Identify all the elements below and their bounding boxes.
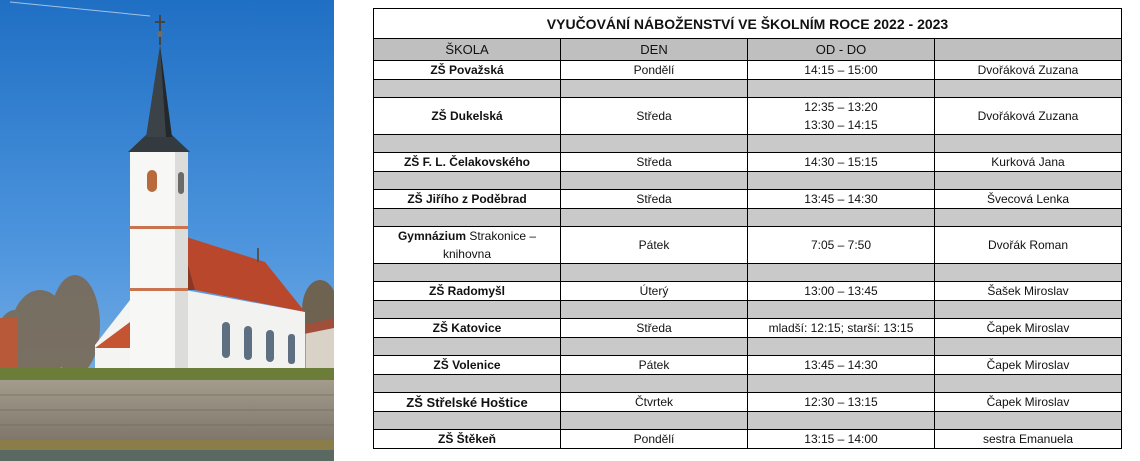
- separator-row: [374, 264, 1122, 282]
- day-cell: Pátek: [561, 356, 748, 375]
- teacher-cell: Dvořák Roman: [935, 227, 1122, 264]
- time-cell: 14:15 – 15:00: [748, 61, 935, 80]
- table-row: [374, 61, 1122, 80]
- table-header-row: [374, 39, 1122, 61]
- teacher-cell: Čapek Miroslav: [935, 319, 1122, 338]
- separator-row: [374, 412, 1122, 430]
- day-cell: Středa: [561, 153, 748, 172]
- separator-row: [374, 375, 1122, 393]
- school-name-rest: Strakonice – knihovna: [442, 229, 537, 261]
- separator-row: [374, 135, 1122, 153]
- day-cell: Úterý: [561, 282, 748, 301]
- separator-row: [374, 301, 1122, 319]
- school-cell: ZŠ Štěkeň: [374, 430, 561, 449]
- teacher-cell: Čapek Miroslav: [935, 356, 1122, 375]
- school-cell: ZŠ Katovice: [374, 319, 561, 338]
- tower-window: [147, 170, 157, 192]
- table-row: [374, 227, 1122, 264]
- table-title: VYUČOVÁNÍ NÁBOŽENSTVÍ VE ŠKOLNÍM ROCE 2022 - 2023: [374, 9, 1122, 39]
- header-teacher: [935, 39, 1122, 61]
- day-cell: Středa: [561, 319, 748, 338]
- teacher-cell: sestra Emanuela: [935, 430, 1122, 449]
- schedule-table: [373, 8, 1122, 449]
- church-photo: [0, 0, 334, 461]
- time-cell: [748, 98, 935, 135]
- day-cell: Pondělí: [561, 61, 748, 80]
- day-cell: Středa: [561, 190, 748, 209]
- day-cell: Pondělí: [561, 430, 748, 449]
- school-cell: ZŠ Považská: [374, 61, 561, 80]
- school-cell: ZŠ Volenice: [374, 356, 561, 375]
- day-cell: Pátek: [561, 227, 748, 264]
- day-cell: Středa: [561, 98, 748, 135]
- table-row: [374, 98, 1122, 135]
- table-row: [374, 319, 1122, 338]
- table-row: [374, 430, 1122, 449]
- school-cell: ZŠ Jiřího z Poděbrad: [374, 190, 561, 209]
- church-illustration: [0, 0, 334, 461]
- time-line-1: 12:35 – 13:20: [804, 100, 878, 114]
- separator-row: [374, 80, 1122, 98]
- time-cell: 13:45 – 14:30: [748, 190, 935, 209]
- table-row: [374, 153, 1122, 172]
- time-cell: 12:30 – 13:15: [748, 393, 935, 412]
- time-cell: 14:30 – 15:15: [748, 153, 935, 172]
- time-line-2: 13:30 – 14:15: [804, 118, 878, 132]
- table-row: [374, 356, 1122, 375]
- separator-row: [374, 172, 1122, 190]
- school-cell: ZŠ Radomyšl: [374, 282, 561, 301]
- header-time: OD - DO: [748, 39, 935, 61]
- time-cell: 13:15 – 14:00: [748, 430, 935, 449]
- grass: [0, 368, 334, 382]
- time-cell: 7:05 – 7:50: [748, 227, 935, 264]
- school-name-bold: Gymnázium: [397, 229, 466, 243]
- time-cell: mladší: 12:15; starší: 13:15: [748, 319, 935, 338]
- schedule-table-wrapper: [373, 8, 1121, 449]
- day-cell: Čtvrtek: [561, 393, 748, 412]
- time-cell: 13:00 – 13:45: [748, 282, 935, 301]
- table-row: [374, 282, 1122, 301]
- house-left: [0, 318, 18, 368]
- school-cell: ZŠ Dukelská: [374, 98, 561, 135]
- school-cell: ZŠ F. L. Čelakovského: [374, 153, 561, 172]
- table-row: [374, 190, 1122, 209]
- teacher-cell: Švecová Lenka: [935, 190, 1122, 209]
- teacher-cell: Dvořáková Zuzana: [935, 61, 1122, 80]
- separator-row: [374, 338, 1122, 356]
- separator-row: [374, 209, 1122, 227]
- teacher-cell: Čapek Miroslav: [935, 393, 1122, 412]
- header-school: ŠKOLA: [374, 39, 561, 61]
- teacher-cell: Dvořáková Zuzana: [935, 98, 1122, 135]
- school-cell: [374, 227, 561, 264]
- time-cell: 13:45 – 14:30: [748, 356, 935, 375]
- header-day: DEN: [561, 39, 748, 61]
- teacher-cell: Kurková Jana: [935, 153, 1122, 172]
- school-cell: ZŠ Střelské Hoštice: [374, 393, 561, 412]
- table-title-row: [374, 9, 1122, 39]
- teacher-cell: Šašek Miroslav: [935, 282, 1122, 301]
- table-row: [374, 393, 1122, 412]
